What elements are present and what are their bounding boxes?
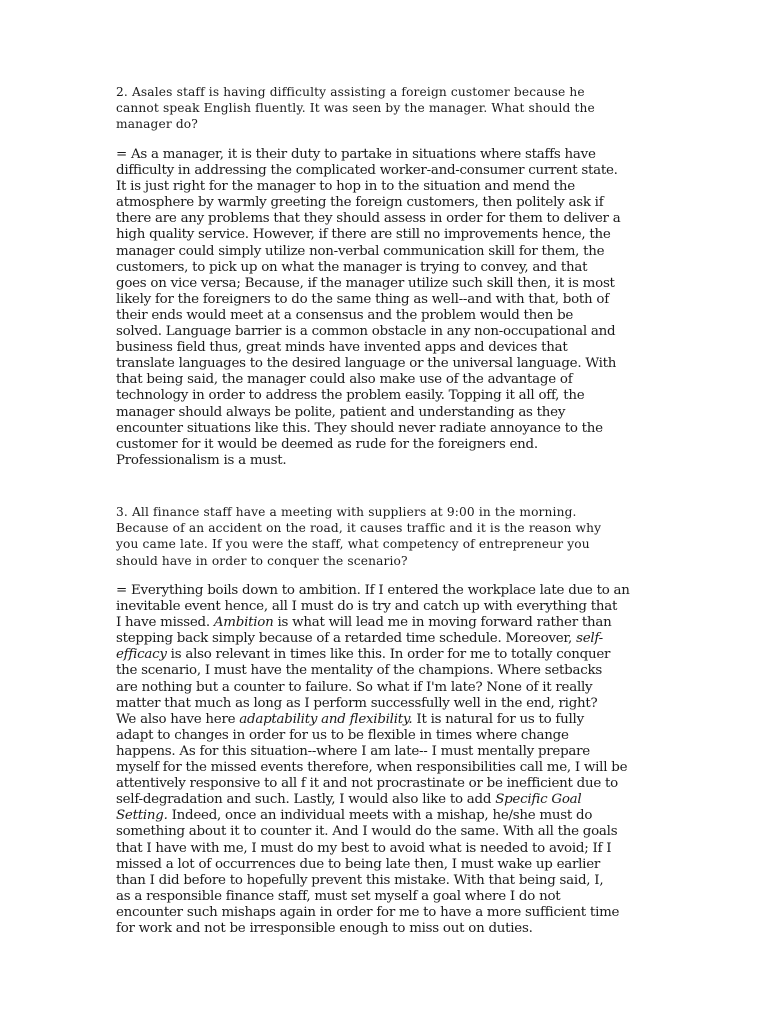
answer-2-line: solved. Language barrier is a common obstacle in any non-occupational and <box>116 324 616 340</box>
answer-3-line <box>116 712 656 728</box>
answer-2-line: business field thus, great minds have invented apps and devices that <box>116 340 568 356</box>
question-2-line: cannot speak English fluently. It was seen by the manager. What should the <box>116 101 595 116</box>
answer-3-line: that I have with me, I must do my best to avoid what is needed to avoid; If I <box>116 840 612 856</box>
answer-3-line: as a responsible finance staff, must set myself a goal where I do not <box>116 888 561 904</box>
answer-3-line: than I did before to hopefully prevent this mistake. With that being said, I, <box>116 872 604 888</box>
emphasis-goal-setting: Specific Goal <box>495 792 582 808</box>
answer-3-line: are nothing but a counter to failure. So what if I'm late? None of it really <box>116 679 593 695</box>
answer-3-line: adapt to changes in order for us to be flexible in times where change <box>116 727 569 743</box>
answer-3-text: is what will lead me in moving forward rather than <box>273 615 612 631</box>
answer-2-line: there are any problems that they should assess in order for them to deliver a <box>116 211 621 227</box>
answer-2-line: goes on vice versa; Because, if the manager utilize such skill then, it is most <box>116 275 615 291</box>
answer-3-text: stepping back simply because of a retarded time schedule. Moreover, <box>116 631 577 647</box>
answer-2-line: likely for the foreigners to do the same thing as well--and with that, both of <box>116 291 609 307</box>
answer-2-line: = As a manager, it is their duty to partake in situations where staffs have <box>116 147 596 162</box>
answer-3-text: Indeed, once an individual meets with a mishap, he/she must do <box>167 808 593 824</box>
emphasis-self-efficacy: efficacy <box>116 647 167 663</box>
answer-3-line: for work and not be irresponsible enough to miss out on duties. <box>116 920 533 936</box>
question-2-line: manager do? <box>116 117 198 132</box>
question-3-line: you came late. If you were the staff, what competency of entrepreneur you <box>116 537 590 552</box>
emphasis-ambition: Ambition <box>213 615 274 631</box>
answer-3-text: We also have here <box>116 711 240 727</box>
answer-2-line: translate languages to the desired language or the universal language. With <box>116 356 617 372</box>
answer-3-text: I have missed. <box>116 615 214 631</box>
answer-3-line: inevitable event hence, all I must do is try and catch up with everything that <box>116 599 618 615</box>
answer-3-line: missed a lot of occurrences due to being late then, I must wake up earlier <box>116 856 601 872</box>
answer-3 <box>116 583 656 937</box>
answer-2-line: customers, to pick up on what the manager is trying to convey, and that <box>116 259 588 275</box>
emphasis-self-efficacy: self- <box>576 631 603 647</box>
answer-3-line <box>116 647 656 663</box>
answer-2-line: Professionalism is a must. <box>116 452 287 468</box>
answer-2-line: technology in order to address the problem easily. Topping it all off, the <box>116 388 585 404</box>
answer-3-line: = Everything boils down to ambition. If I entered the workplace late due to an <box>116 583 630 598</box>
answer-3-line: the scenario, I must have the mentality of the champions. Where setbacks <box>116 663 602 679</box>
answer-3-line: myself for the missed events therefore, when responsibilities call me, I will be <box>116 760 628 776</box>
answer-3-text: self-degradation and such. Lastly, I would also like to add <box>116 792 496 808</box>
answer-3-line: attentively responsive to all f it and not procrastinate or be inefficient due to <box>116 776 618 792</box>
answer-3-text: It is natural for us to fully <box>412 711 584 727</box>
question-3-line: 3. All finance staff have a meeting with suppliers at 9:00 in the morning. <box>116 505 577 519</box>
answer-2-line: manager could simply utilize non-verbal communication skill for them, the <box>116 243 605 259</box>
answer-3-line <box>116 808 656 824</box>
answer-2 <box>116 147 656 469</box>
answer-2-line: customer for it would be deemed as rude for the foreigners end. <box>116 436 538 452</box>
emphasis-adaptability: adaptability and flexibility. <box>239 711 413 727</box>
question-2-line: 2. Asales staff is having difficulty assisting a foreign customer because he <box>116 85 585 99</box>
answer-2-line: high quality service. However, if there are still no improvements hence, the <box>116 227 611 243</box>
answer-3-line <box>116 615 656 631</box>
answer-2-line: encounter situations like this. They should never radiate annoyance to the <box>116 420 603 436</box>
question-2 <box>116 84 656 133</box>
answer-3-line: matter that much as long as I perform successfully well in the end, right? <box>116 695 598 711</box>
answer-3-line: encounter such mishaps again in order for me to have a more sufficient time <box>116 904 620 920</box>
answer-2-line: difficulty in addressing the complicated worker-and-consumer current state. <box>116 163 618 179</box>
answer-2-line: It is just right for the manager to hop in to the situation and mend the <box>116 179 575 195</box>
question-3 <box>116 504 656 569</box>
question-3-line: Because of an accident on the road, it causes traffic and it is the reason why <box>116 521 602 536</box>
answer-3-line: something about it to counter it. And I would do the same. With all the goals <box>116 824 618 840</box>
answer-2-line: manager should always be polite, patient and understanding as they <box>116 404 566 420</box>
answer-3-text: is also relevant in times like this. In order for me to totally conquer <box>166 647 611 663</box>
answer-2-line: that being said, the manager could also make use of the advantage of <box>116 372 573 388</box>
answer-2-line: atmosphere by warmly greeting the foreign customers, then politely ask if <box>116 195 604 211</box>
emphasis-goal-setting: Setting. <box>116 808 168 824</box>
answer-3-line <box>116 792 656 808</box>
answer-3-line <box>116 631 656 647</box>
question-3-line: should have in order to conquer the scenario? <box>116 553 408 568</box>
answer-3-line: happens. As for this situation--where I am late-- I must mentally prepare <box>116 743 590 759</box>
answer-2-line: their ends would meet at a consensus and the problem would then be <box>116 307 574 323</box>
